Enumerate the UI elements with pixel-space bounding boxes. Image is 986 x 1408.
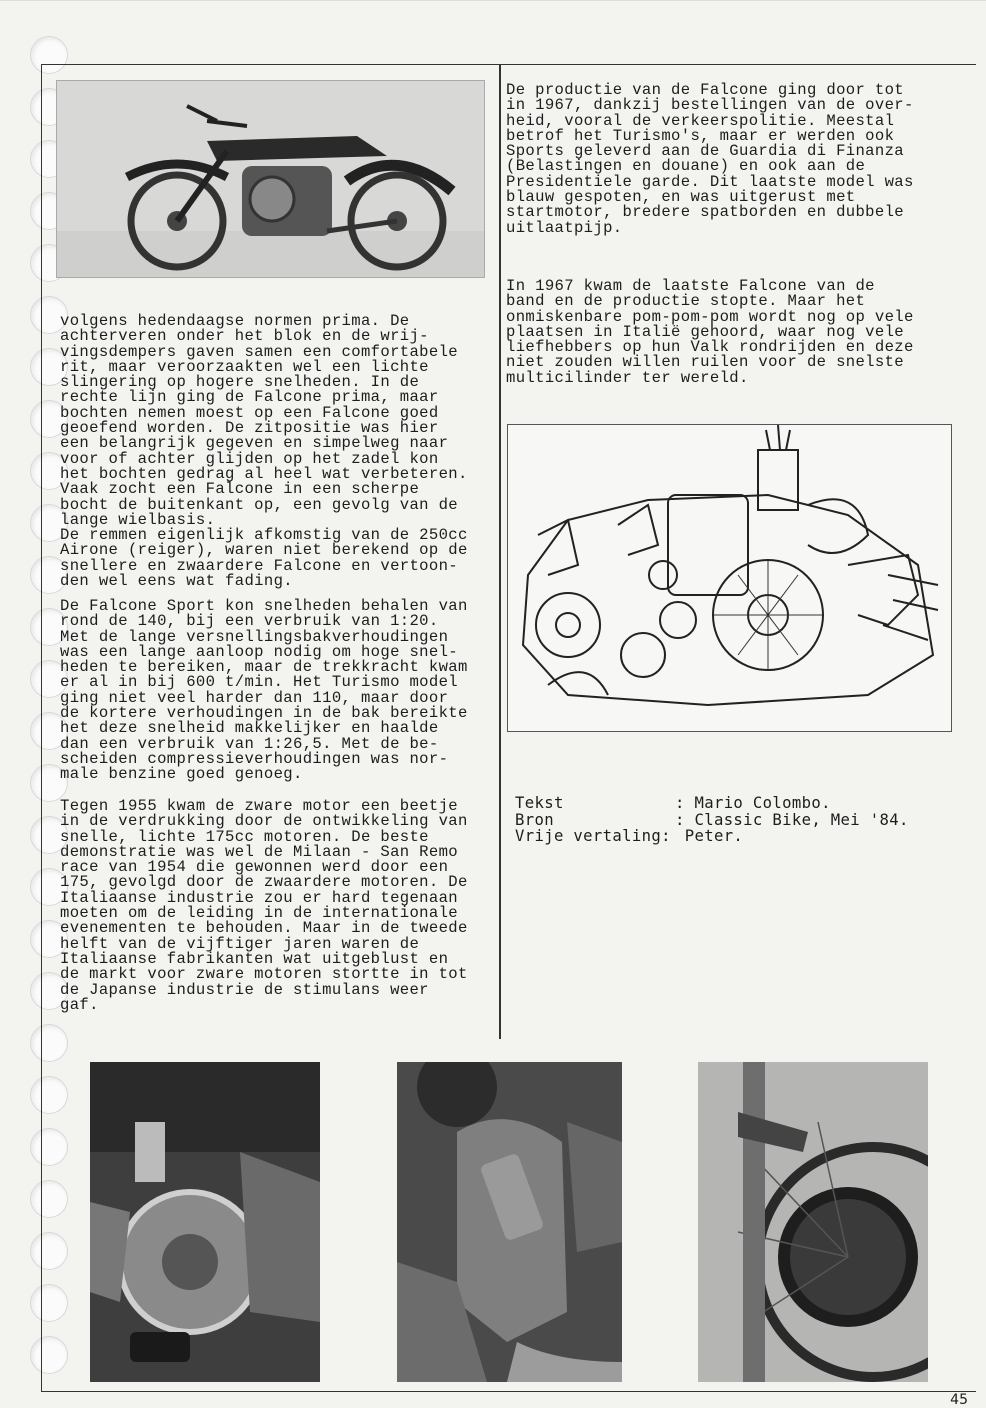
right-paragraph-1: De productie van de Falcone ging door tot in 1967, dankzij bestellingen van de over- heid, vooral de verkeerspolitie. Meestal betrof het Turismo's, maar er werden ook Sports geleverd aan de Guardia di Finanza (Belastingen en douane) en ook aan de Presidentiele garde. Dit laatste model was blauw gespoten, en was uitgerust met startmotor, bredere spatborden en dubbele uitlaatpijp. xyxy=(506,81,914,237)
column-divider xyxy=(499,64,501,1039)
credit-row xyxy=(515,828,909,845)
credit-label: Bron xyxy=(515,810,554,829)
engine-detail-photo xyxy=(90,1062,320,1382)
credit-value: : Classic Bike, Mei '84. xyxy=(675,810,909,829)
left-paragraph-2: De Falcone Sport kon snelheden behalen van rond de 140, bij een verbruik van 1:20. Met de lange versnellingsbakverhoudingen was een lange aanloop nodig om hoge snel- heden te bereiken, maar de trekkracht kwam er al in bij 600 t/min. Het Turismo model ging niet veel harder dan 110, maar door de kortere verhoudingen in de bak bereikte het deze snelheid makkelijker en haalde dan een verbruik van 1:26,5. Met de be- scheiden compressieverhoudingen was nor- male benzine goed genoeg. xyxy=(60,597,468,784)
credit-label: Tekst xyxy=(515,794,564,812)
page-number: 45 xyxy=(950,1392,968,1408)
front-brake-photo xyxy=(698,1062,928,1382)
top-edge xyxy=(0,0,986,1)
credit-value: : Mario Colombo. xyxy=(675,794,831,812)
credit-row xyxy=(515,795,909,812)
credit-label: Vrije vertaling: xyxy=(515,827,671,845)
right-paragraph-2: In 1967 kwam de laatste Falcone van de band en de productie stopte. Maar het onmiskenbare pom-pom-pom wordt nog op vele plaatsen in Italië gehoord, waar nog vele liefhebbers op hun Valk rondrijden en deze niet zouden willen ruilen voor de snelste multicilinder ter wereld. xyxy=(506,277,914,387)
gearbox-detail-photo xyxy=(397,1062,622,1382)
credits-block xyxy=(515,795,909,845)
credit-row xyxy=(515,812,909,829)
left-paragraph-3: Tegen 1955 kwam de zware motor een beetje in de verdrukking door de ontwikkeling van snelle, lichte 175cc motoren. De beste demonstratie was wel de Milaan - San Remo race van 1954 die gewonnen werd door een 175, gevolgd door de zwaardere motoren. De Italiaanse industrie zou er hard tegenaan moeten om de leiding in de internationale evenementen te behouden. Maar in de tweede helft van de vijftiger jaren waren de Italiaanse fabrikanten wat uitgeblust en de markt voor zware motoren stortte in tot de Japanse industrie de stimulans weer gaf. xyxy=(60,797,468,1014)
engine-cutaway-drawing xyxy=(507,424,952,732)
motorcycle-photo xyxy=(56,80,485,278)
left-paragraph-1: volgens hedendaagse normen prima. De achterveren onder het blok en de wrij- vingsdempers gaven samen een comfortabele rit, maar veroorzaakten wel een lichte slingering op hogere snelheden. In de rechte lijn ging de Falcone prima, maar bochten nemen moest op een Falcone goed geoefend worden. De zitpositie was hier een belangrijk gegeven en simpelweg naar voor of achter glijden op het zadel kon het bochten gedrag al heel wat verbeteren. Vaak zocht een Falcone in een scherpe bocht de buitenkant op, een gevolg van de lange wielbasis. De remmen eigenlijk afkomstig van de 250cc Airone (reiger), waren niet berekend op de snellere en zwaardere Falcone en vertoon- den wel eens wat fading. xyxy=(60,312,468,591)
credit-value: Peter. xyxy=(675,827,744,845)
